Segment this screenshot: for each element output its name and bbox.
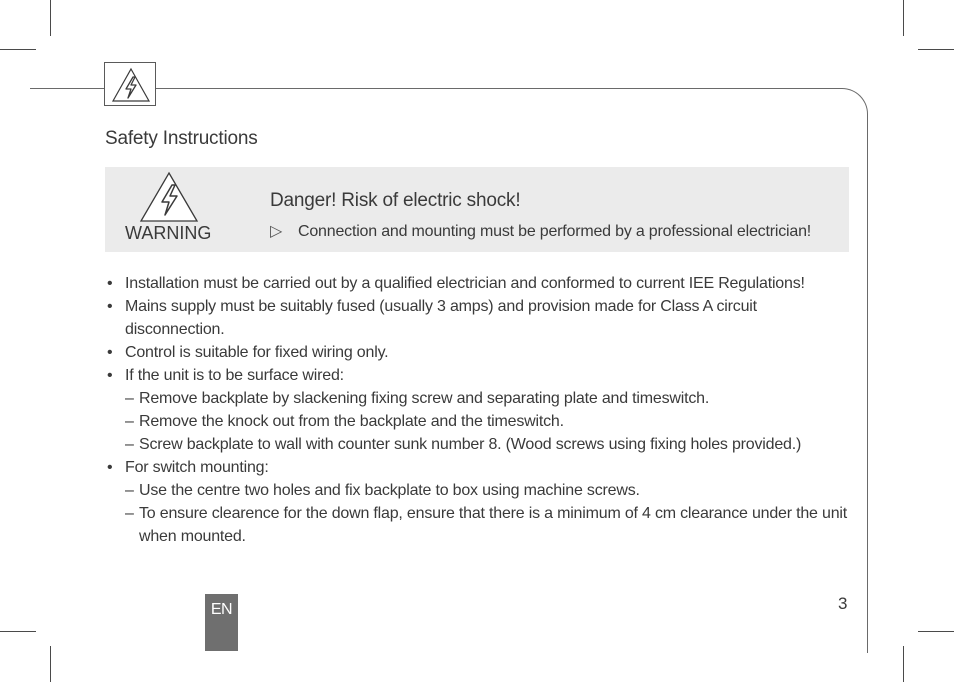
sub-list-item (105, 502, 853, 548)
list-item-text: If the unit is to be surface wired: (125, 367, 344, 384)
section-warning-icon-box (104, 62, 156, 106)
bullet-icon: • (107, 298, 113, 315)
sub-list-item (105, 387, 853, 410)
triangle-bullet-icon: ▷ (270, 223, 283, 240)
bullet-icon: • (107, 275, 113, 292)
sub-list-item-text: Remove backplate by slackening fixing screw and separating plate and timeswitch. (139, 390, 710, 407)
dash-marker: – (125, 482, 134, 499)
dash-marker: – (125, 413, 134, 430)
list-item (105, 295, 853, 341)
electric-shock-warning-icon (111, 67, 151, 103)
crop-mark (0, 49, 36, 50)
list-item-text: Control is suitable for fixed wiring only. (125, 344, 389, 361)
list-item-text: Mains supply must be suitably fused (usually 3 amps) and provision made for Class A circuit disconnection. (125, 298, 757, 338)
bullet-icon: • (107, 459, 113, 476)
sub-list-item-text: Remove the knock out from the backplate and the timeswitch. (139, 413, 564, 430)
crop-mark (903, 0, 904, 36)
sub-list-item-text: Use the centre two holes and fix backplate to box using machine screws. (139, 482, 640, 499)
sub-list-item (105, 410, 853, 433)
warning-label: WARNING (125, 223, 212, 243)
crop-mark (918, 631, 954, 632)
sub-list-item (105, 433, 853, 456)
page-number: 3 (838, 594, 848, 613)
list-item-text: Installation must be carried out by a qualified electrician and conformed to current IEE Regulations! (125, 275, 805, 292)
section-title: Safety Instructions (105, 128, 258, 149)
electric-shock-warning-icon (139, 171, 199, 223)
bullet-icon: • (107, 367, 113, 384)
crop-mark (903, 646, 904, 682)
sub-list-item (105, 479, 853, 502)
instruction-list (105, 272, 853, 548)
list-item (105, 456, 853, 479)
warning-item-text: Connection and mounting must be performed by a professional electrician! (298, 223, 812, 240)
sub-list-item-text: Screw backplate to wall with counter sunk number 8. (Wood screws using fixing holes provided.) (139, 436, 802, 453)
dash-marker: – (125, 390, 134, 407)
list-item (105, 364, 853, 387)
sub-list-item-text: To ensure clearence for the down flap, ensure that there is a minimum of 4 cm clearance under the unit when mounted. (139, 505, 847, 545)
warning-item (270, 221, 811, 241)
dash-marker: – (125, 505, 134, 522)
warning-heading: Danger! Risk of electric shock! (270, 190, 521, 211)
dash-marker: – (125, 436, 134, 453)
bullet-icon: • (107, 344, 113, 361)
list-item (105, 272, 853, 295)
language-tab: EN (205, 594, 238, 651)
list-item-text: For switch mounting: (125, 459, 269, 476)
crop-mark (918, 49, 954, 50)
warning-box (105, 167, 849, 252)
crop-mark (50, 0, 51, 36)
list-item (105, 341, 853, 364)
